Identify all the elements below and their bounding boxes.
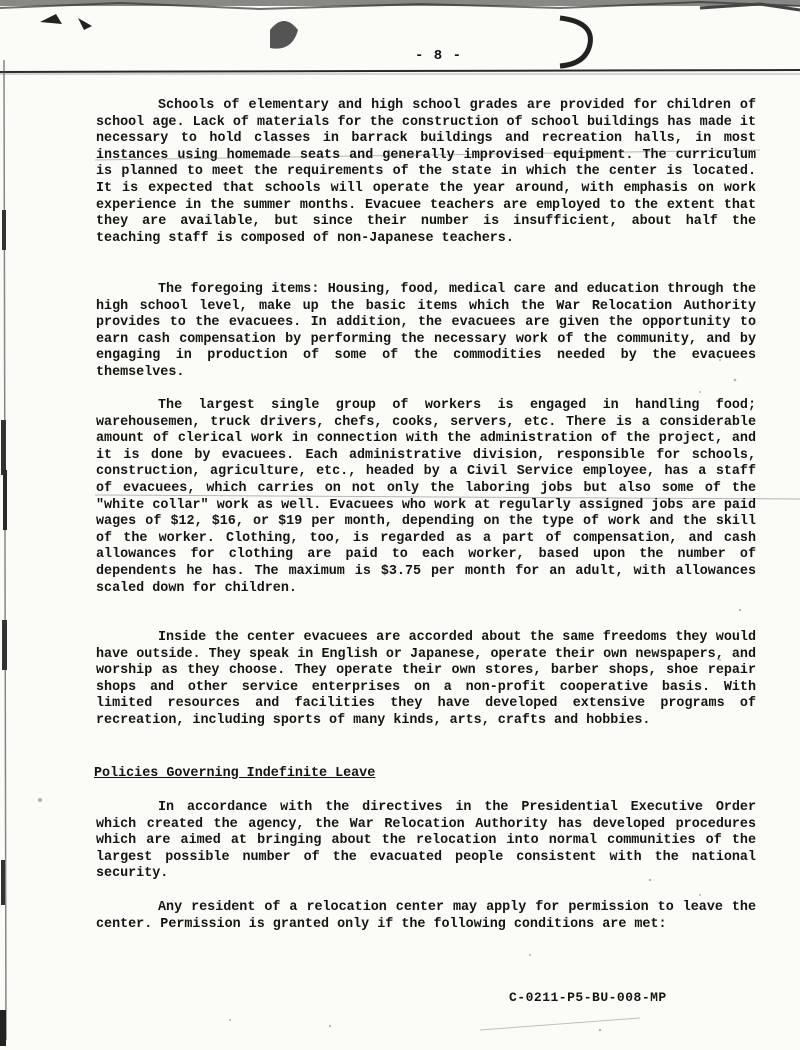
paragraph-schools [96, 98, 756, 247]
left-margin-binding-marks [0, 0, 20, 1050]
paragraph-basic-items [96, 282, 756, 382]
document-id: C-0211-P5-BU-008-MP [509, 990, 667, 1005]
paragraph-text: Inside the center evacuees are accorded about the same freedoms they would have outside. They speak in English or Japanese, operate their own newspapers, and worship as they choose. They operate their own stores, barber shops, shoe repair shops and other service enterprises on a non-profit cooperative basis. With limited resources and facilities they have developed extensive programs of recreation, including sports of many kinds, arts, crafts and hobbies. [96, 630, 756, 728]
paragraph-text: The foregoing items: Housing, food, medical care and education through the high school level, make up the basic items which the War Relocation Authority provides to the evacuees. In addition, the evacuees are given the opportunity to earn cash compensation by performing the necessary work of the community, and by engaging in production of some of the commodities needed by the evacuees themselves. [96, 282, 756, 380]
paragraph-workers [96, 398, 756, 597]
paragraph-text: In accordance with the directives in the Presidential Executive Order which created the agency, the War Relocation Authority has developed procedures which are aimed at bringing about the relocation into normal communities of the largest possible number of the evacuated people consistent with the national security. [96, 800, 756, 882]
paragraph-text: Any resident of a relocation center may apply for permission to leave the center. Permission is granted only if the following conditions are met: [96, 900, 756, 932]
paragraph-text: The largest single group of workers is engaged in handling food; warehousemen, truck drivers, chefs, cooks, servers, etc. There is a considerable amount of clerical work in connection with the administration of the project, and it is done by evacuees. Each administrative division, responsible for schools, construction, agriculture, etc., headed by a Civil Service employee, has a staff of evacuees, which carries on not only the laboring jobs but also some of the "white collar" work as well. Evacuees who work at regularly assigned jobs are paid wages of $12, $16, or $19 per month, depending on the type of work and the skill of the worker. Clothing, too, is regarded as a part of compensation, and cash allowances for clothing are paid to each worker, based upon the number of dependents he has. The maximum is $3.75 per month for an adult, with allowances scaled down for children. [96, 398, 756, 596]
paragraph-directives [96, 800, 756, 883]
section-heading: Policies Governing Indefinite Leave [94, 766, 376, 781]
paragraph-permission [96, 900, 756, 933]
paragraph-freedoms [96, 630, 756, 730]
scanned-header-artifacts [0, 0, 800, 78]
paragraph-text: Schools of elementary and high school grades are provided for children of school age. Lack of materials for the construction of school buildings has made it necessary to hold classes in barrack buildings and recreation halls, in most instances using homemade seats and generally improvised equipment. The curriculum is planned to meet the requirements of the state in which the center is located. It is expected that schools will operate the year around, with emphasis on work experience in the summer months. Evacuee teachers are employed to the extent that they are available, but since their number is insufficient, about half the teaching staff is composed of non-Japanese teachers. [96, 98, 756, 246]
page-number: - 8 - [415, 48, 463, 64]
